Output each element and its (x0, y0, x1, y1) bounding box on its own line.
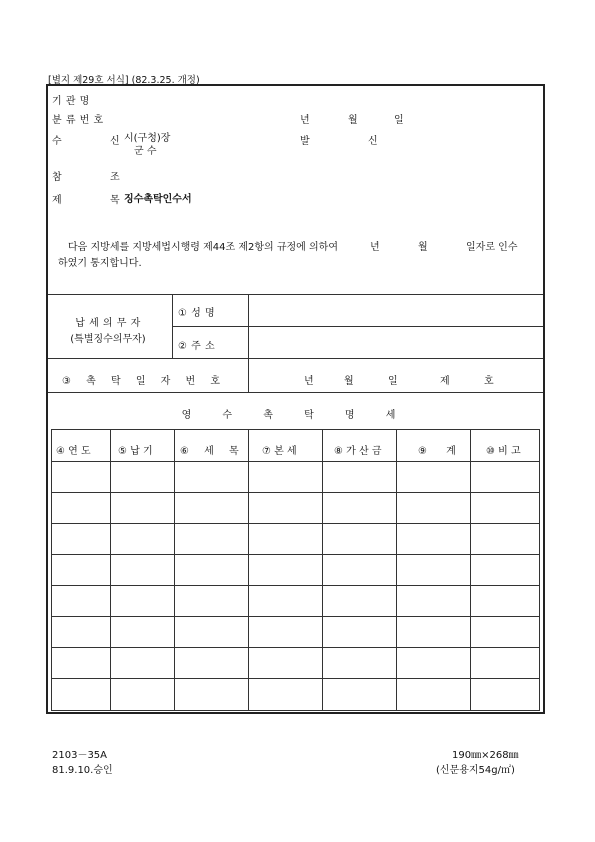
recipient-value-line2: 군 수 (134, 146, 157, 157)
table-row (51, 461, 540, 462)
subject-label-2: 목 (110, 195, 120, 206)
table-row (51, 678, 540, 679)
body-text-part-3: 월 (418, 242, 428, 253)
reference-label-1: 참 (52, 172, 62, 183)
table-row (51, 523, 540, 524)
commission-label: ③ 촉 탁 일 자 번 호 (62, 376, 226, 387)
divider-line (470, 430, 471, 710)
divider-line (48, 358, 543, 359)
recipient-value-line1: 시(구청)장 (124, 133, 171, 144)
subject-value: 징수촉탁인수서 (124, 194, 192, 205)
commission-month: 월 (344, 376, 354, 387)
body-text-line2: 하였기 통지합니다. (58, 258, 142, 269)
divider-line (48, 392, 543, 393)
form-code: 2103－35A (52, 750, 108, 761)
body-text-part-1: 다음 지방세를 지방세법시행령 제44조 제2항의 규정에 의하여 (68, 242, 338, 253)
col-header-penalty: ⑧ 가 산 금 (334, 446, 382, 457)
col-header-year: ④ 연 도 (56, 446, 91, 457)
form-number-header: [별지 제29호 서식] (82.3.25. 개정) (48, 75, 200, 86)
table-row (51, 616, 540, 617)
paper-type: (신문용지54g/㎡) (436, 765, 515, 776)
recipient-label-1: 수 (52, 136, 62, 147)
table-row (51, 647, 540, 648)
commission-no-prefix: 제 (440, 376, 450, 387)
divider-line (322, 430, 323, 710)
divider-line (110, 430, 111, 710)
detail-table (51, 429, 540, 711)
col-header-tax-item: ⑥ 세 목 (180, 446, 245, 457)
col-header-due: ⑤ 납 기 (118, 446, 153, 457)
date-month-label: 월 (348, 115, 358, 126)
taxpayer-label-line2: (특별징수의무자) (70, 334, 146, 345)
sender-label-2: 신 (368, 136, 378, 147)
date-year-label: 년 (300, 115, 310, 126)
detail-title: 영 수 촉 탁 명 세 (181, 410, 410, 421)
sender-label-1: 발 (300, 136, 310, 147)
agency-label: 기 관 명 (52, 96, 90, 107)
divider-line (172, 326, 543, 327)
divider-line (248, 358, 249, 392)
table-row (51, 554, 540, 555)
paper-size: 190㎜×268㎜ (452, 750, 519, 761)
recipient-label-2: 신 (110, 136, 120, 147)
date-day-label: 일 (394, 115, 404, 126)
subject-label-1: 제 (52, 195, 62, 206)
col-header-total: ⑨ 계 (418, 446, 464, 457)
address-label: ② 주 소 (178, 341, 216, 352)
body-text-part-2: 년 (370, 242, 380, 253)
body-text-part-4: 일자로 인수 (466, 242, 518, 253)
col-header-principal: ⑦ 본 세 (262, 446, 297, 457)
commission-year: 년 (304, 376, 314, 387)
notice-form (46, 84, 545, 714)
table-row (51, 585, 540, 586)
commission-day: 일 (388, 376, 398, 387)
approval-date: 81.9.10.승인 (52, 765, 113, 776)
col-header-remarks: ⑩ 비 고 (486, 446, 521, 457)
taxpayer-label-line1: 납 세 의 무 자 (75, 318, 141, 329)
divider-line (174, 430, 175, 710)
divider-line (396, 430, 397, 710)
divider-line (48, 294, 543, 295)
divider-line (248, 430, 249, 710)
class-number-label: 분 류 번 호 (52, 115, 104, 126)
commission-no-suffix: 호 (484, 376, 494, 387)
table-row (51, 492, 540, 493)
name-label: ① 성 명 (178, 308, 216, 319)
reference-label-2: 조 (110, 172, 120, 183)
